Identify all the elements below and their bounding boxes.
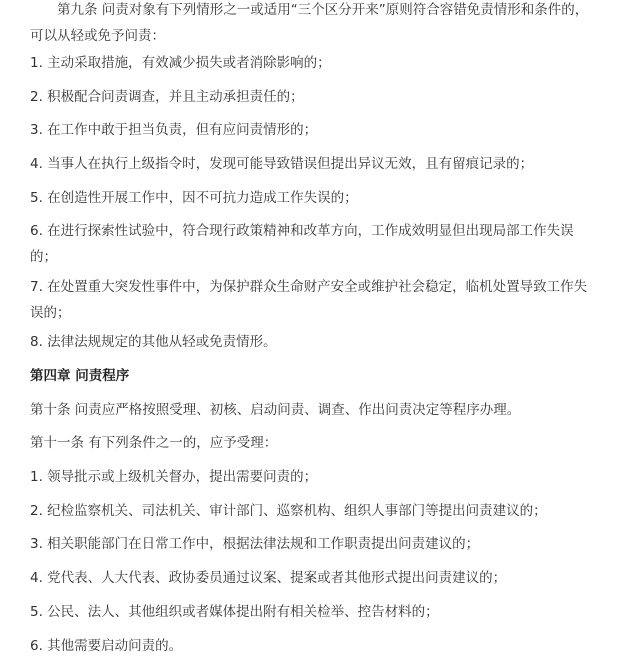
article9-item-5: 5. 在创造性开展工作中，因不可抗力造成工作失误的； [30, 190, 358, 206]
article9-item-3: 3. 在工作中敢于担当负责，但有应问责情形的； [30, 122, 318, 138]
article9-item-1: 1. 主动采取措施，有效减少损失或者消除影响的； [30, 55, 331, 71]
article10: 第十条 问责应严格按照受理、初核、启动问责、调查、作出问责决定等程序办理。 [30, 402, 521, 418]
article9-item-4: 4. 当事人在执行上级指令时，发现可能导致错误但提出异议无效，且有留痕记录的； [30, 156, 534, 172]
article11-item-6: 6. 其他需要启动问责的。 [30, 638, 183, 654]
chapter4-heading: 第四章 问责程序 [30, 368, 130, 384]
article9-item-8: 8. 法律法规规定的其他从轻或免责情形。 [30, 334, 277, 350]
article9-item-2: 2. 积极配合问责调查，并且主动承担责任的； [30, 89, 304, 105]
article9-item-6: 6. 在进行探索性试验中，符合现行政策精神和改革方向，工作成效明显但出现局部工作失误的； [30, 223, 574, 265]
article11-item-4: 4. 党代表、人大代表、政协委员通过议案、提案或者其他形式提出问责建议的； [30, 570, 507, 586]
article9-intro: 第九条 问责对象有下列情形之一或适用“三个区分开来”原则符合容错免责情形和条件的，可以从轻或免予问责： [30, 2, 589, 44]
article11-item-3: 3. 相关职能部门在日常工作中，根据法律法规和工作职责提出问责建议的； [30, 536, 480, 552]
article11-item-1: 1. 领导批示或上级机关督办，提出需要问责的； [30, 469, 318, 485]
article9-item-7: 7. 在处置重大突发性事件中，为保护群众生命财产安全或维护社会稳定，临机处置导致工作失误的； [30, 279, 588, 321]
article11-item-2: 2. 纪检监察机关、司法机关、审计部门、巡察机构、组织人事部门等提出问责建议的； [30, 503, 547, 519]
article11-item-5: 5. 公民、法人、其他组织或者媒体提出附有相关检举、控告材料的； [30, 604, 439, 620]
article11-intro: 第十一条 有下列条件之一的，应予受理： [30, 435, 278, 451]
